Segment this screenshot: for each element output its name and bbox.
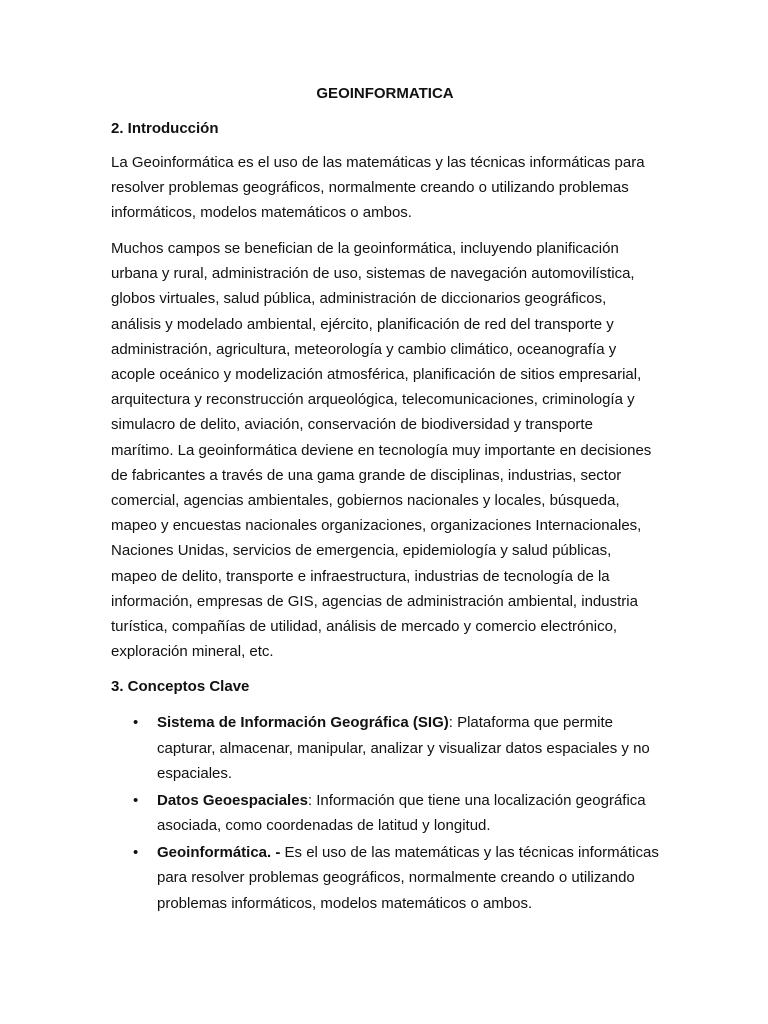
concept-definition: : Plataforma que permite capturar, almacenar, manipular, analizar y visualizar datos espaciales y no espaciales. [157,714,650,782]
bullet-icon: • [133,791,139,809]
list-item-sig [111,710,659,787]
intro-paragraph-2: Muchos campos se benefician de la geoinformática, incluyendo planificación urbana y rural, administración de uso, sistemas de navegación automovilística, globos virtuales, salud pública, administración de diccionarios geográficos, análisis y modelado ambiental, ejército, planificación de red del transporte y administración, agricultura, meteorología y cambio climático, oceanografía y acople oceánico y modelización atmosférica, planificación de sitios empresarial, arquitectura y reconstrucción arqueológica, telecomunicaciones, criminología y simulacro de delito, aviación, conservación de biodiversidad y transporte marítimo. La geoinformática deviene en tecnología muy importante en decisiones de fabricantes a través de una gama grande de disciplinas, industrias, sector comercial, agencias ambientales, gobiernos nacionales y locales, búsqueda, mapeo y encuestas nacionales organizaciones, organizaciones Internacionales, Naciones Unidas, servicios de emergencia, epidemiología y salud públicas, mapeo de delito, transporte e infraestructura, industrias de tecnología de la información, empresas de GIS, agencias de administración ambiental, industria turística, compañías de utilidad, análisis de mercado y comercio electrónico, exploración mineral, etc. [111,240,652,661]
bullet-icon: • [133,714,139,731]
document-title: GEOINFORMATICA [316,85,454,102]
concept-definition: : Información que tiene una localización geográfica asociada, como coordenadas de latitud y longitud. [157,791,646,834]
bullet-icon: • [133,843,139,861]
intro-paragraph-1: La Geoinformática es el uso de las matemáticas y las técnicas informáticas para resolver problemas geográficos, normalmente creando o utilizando problemas informáticos, modelos matemáticos o ambos. [111,154,645,222]
list-item-datos-geoespaciales [111,788,659,839]
list-item-geoinformatica [111,840,659,917]
section-heading-conceptos-clave: 3. Conceptos Clave [111,678,250,695]
section-heading-introduccion: 2. Introducción [111,120,219,137]
concept-term: Geoinformática. - [157,843,281,861]
concept-definition: Es el uso de las matemáticas y las técnicas informáticas para resolver problemas geográficos, normalmente creando o utilizando problemas informáticos, modelos matemáticos o ambos. [157,843,659,912]
concept-term: Sistema de Información Geográfica (SIG) [157,714,449,731]
concept-term: Datos Geoespaciales [157,791,308,809]
key-concepts-list [111,710,659,916]
